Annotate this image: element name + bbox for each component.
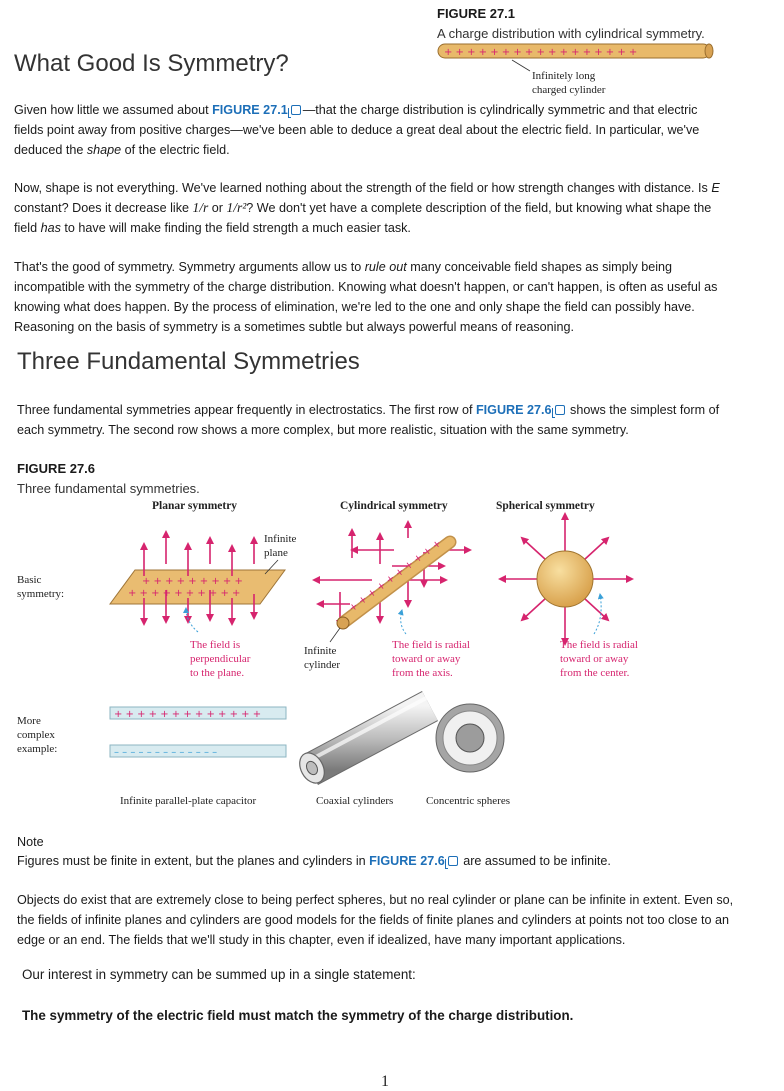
text-run: shows the simplest form of [566,403,720,417]
inner-sphere [456,724,484,752]
figure-27-1-link[interactable]: FIGURE 27.1 [212,103,288,117]
cylinder-note-3: from the axis. [392,667,453,679]
math-inverse-r: 1/r [192,200,209,215]
plane-plus-row1: + + + + + + + + + [142,576,243,587]
text-run: Given how little we assumed about [14,103,213,117]
math-inverse-r-squared: 1/r² [226,200,247,215]
figure-link-icon[interactable] [291,105,301,115]
text-run: Three fundamental symmetries appear frequently in electrostatics. The first row of [17,403,476,417]
infinite-plane-label-2: plane [264,547,288,559]
caption-concentric: Concentric spheres [426,795,510,807]
figure-27-6-illustration [0,494,784,814]
paragraph-three-symmetries [17,400,777,440]
col-header-spherical: Spherical symmetry [496,500,595,512]
col-header-planar: Planar symmetry [152,500,238,512]
cylinder-note-1: The field is radial [392,639,470,651]
text-run: deduced the [14,143,87,157]
figure-27-1-label: FIGURE 27.1 [437,6,516,21]
sphere-note-1: The field is radial [560,639,638,651]
parallel-plate-capacitor-diagram [110,707,286,758]
text-run: That's the good of symmetry. Symmetry arguments allow us to [14,260,365,274]
cylinder-annotation-line1: Infinitely long [532,70,596,82]
note-body [17,851,777,871]
section-heading-symmetry: What Good Is Symmetry? [14,50,289,77]
figure-27-6-link-note[interactable]: FIGURE 27.6 [369,854,445,868]
italic-text: shape [86,143,122,157]
cylinder-plus-charges: + + + + + + + + + + + + + + + + + [444,47,638,58]
row-label-complex-3: example: [17,743,58,755]
text-run: are assumed to be infinite. [459,854,611,868]
plane-plus-row2: + + + + + + + + + + [128,588,241,599]
caption-coaxial: Coaxial cylinders [316,795,394,807]
italic-text: has [40,221,61,235]
paragraph-symmetry-2 [14,178,778,238]
row-label-complex-2: complex [17,729,55,741]
page-number: 1 [381,1073,389,1090]
paragraph-symmetry-1 [14,100,774,160]
cylinder-end [337,617,349,629]
text-run: Now, shape is not everything. We've learned nothing about the strength of the field or how strength changes with distance. Is [14,181,712,195]
coaxial-cylinders-diagram [295,696,430,787]
paragraph-interest: Our interest in symmetry can be summed up in a single statement: [22,967,416,982]
row-label-complex-1: More [17,715,41,727]
text-run: knowing what does happen. By the process of elimination, we're led to the one and only shape the field can possibly have. [14,300,695,314]
note-title: Note [17,835,44,849]
text-run: field [14,221,41,235]
capacitor-plus-charges: + + + + + + + + + + + + + [114,709,262,720]
paragraph-symmetry-3 [14,257,778,337]
text-run: constant? Does it decrease like [14,201,193,215]
text-run: ? We don't yet have a complete description of the field, but knowing what shape the [246,201,712,215]
figure-27-6-caption: Three fundamental symmetries. [17,481,200,496]
italic-text: rule out [364,260,407,274]
text-run: or [208,201,227,215]
text-run: Figures must be finite in extent, but the planes and cylinders in [17,854,370,868]
figure-27-1-cylinder-illustration [430,40,730,98]
text-run: edge or an end. The fields that we'll study in this chapter, even if idealized, have many important applications. [17,933,626,947]
text-run: fields point away from positive charges—we've been able to deduce a great deal about the electric field. In particular, we've [14,123,700,137]
infinite-cylinder-label-2: cylinder [304,659,341,671]
text-run: each symmetry. The second row shows a more complex, but more realistic, situation with the same symmetry. [17,423,629,437]
charged-sphere [537,551,593,607]
text-run: of the electric field. [121,143,230,157]
figure-27-6-link[interactable]: FIGURE 27.6 [475,403,552,417]
cylinder-note-2: toward or away [392,653,461,665]
caption-capacitor: Infinite parallel-plate capacitor [120,795,257,807]
plane-note-3: to the plane. [190,667,245,679]
text-run: many conceivable field shapes as simply being [406,260,673,274]
paragraph-objects [17,890,781,950]
capacitor-minus-charges: – – – – – – – – – – – – – [114,747,218,758]
figure-27-1-caption: A charge distribution with cylindrical symmetry. [437,26,705,41]
text-run: —that the charge distribution is cylindrically symmetric and that electric [302,103,698,117]
spherical-symmetry-diagram [500,514,638,679]
italic-text: E [711,181,720,195]
row-label-basic-1: Basic [17,574,42,586]
cylinder-note-pointer [401,610,406,634]
cylinder-leader [330,628,340,642]
section-heading-three-symmetries: Three Fundamental Symmetries [17,348,360,375]
annotation-leader [512,60,530,71]
sphere-note-3: from the center. [560,667,630,679]
infinite-cylinder-label-1: Infinite [304,645,337,657]
plane-note-1: The field is [190,639,241,651]
infinite-plane-label-1: Infinite [264,533,297,545]
text-run: Objects do exist that are extremely close to being perfect spheres, but no real cylinder or plane can be infinite in extent. Even so, [17,893,734,907]
sphere-note-2: toward or away [560,653,629,665]
text-run: to have will make finding the field strength a much easier task. [60,221,411,235]
cylindrical-symmetry-diagram [304,522,470,679]
figure-link-icon[interactable] [555,405,565,415]
cylinder-end-cap [705,44,713,58]
text-run: incompatible with the symmetry of the charge distribution. Knowing what doesn't happen, or can't happen, is often as useful as [14,280,718,294]
sphere-note-pointer [594,594,601,634]
col-header-cylindrical: Cylindrical symmetry [340,500,448,512]
text-run: Reasoning on the basis of symmetry is a sometimes subtle but always powerful means of reasoning. [14,320,574,334]
row-label-basic-2: symmetry: [17,588,65,600]
figure-link-icon[interactable] [448,856,458,866]
key-statement: The symmetry of the electric field must match the symmetry of the charge distribution. [22,1008,574,1023]
plane-note-2: perpendicular [190,653,251,665]
planar-symmetry-diagram [110,532,296,679]
cylinder-annotation-line2: charged cylinder [532,84,606,96]
figure-27-6-label: FIGURE 27.6 [17,461,96,476]
cylinder-plus-charges: + + + + + + + + + + [347,537,444,615]
text-run: the fields of infinite planes and cylinders are good models for the fields of finite planes and cylinders at points not too close to an [17,913,729,927]
concentric-spheres-diagram [436,704,504,772]
